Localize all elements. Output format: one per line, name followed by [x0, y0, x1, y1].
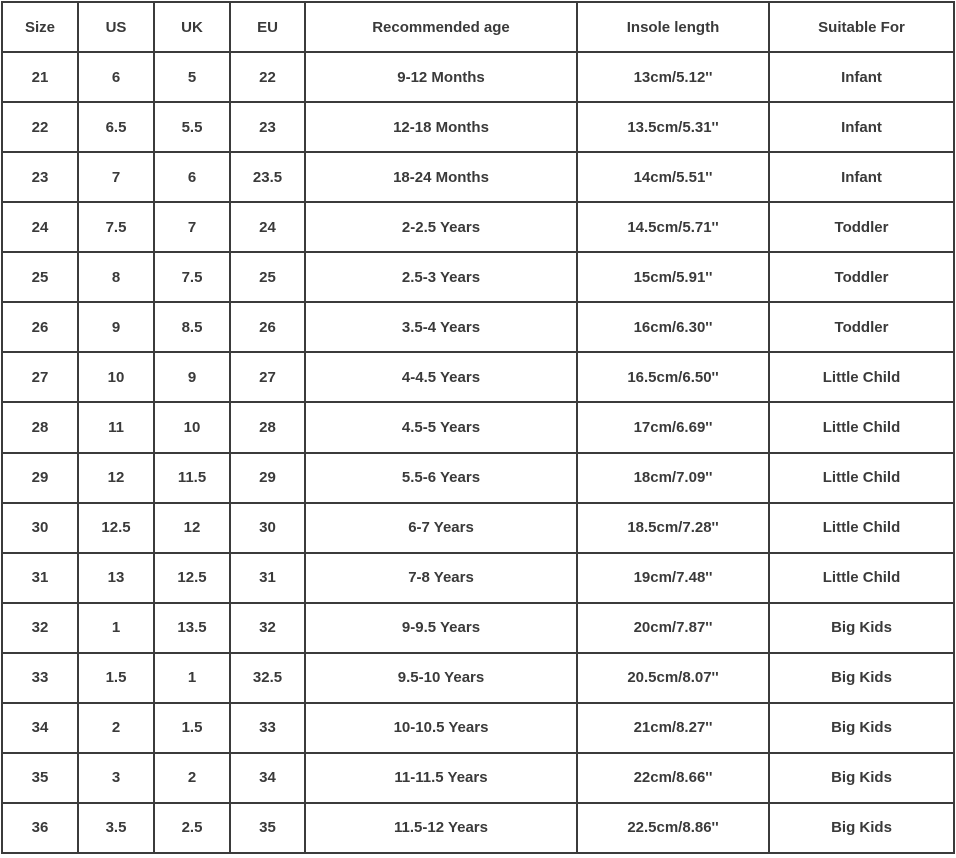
cell-suitable-for: Infant	[769, 102, 954, 152]
cell-us: 6.5	[78, 102, 154, 152]
cell-recommended-age: 11.5-12 Years	[305, 803, 577, 853]
cell-recommended-age: 18-24 Months	[305, 152, 577, 202]
cell-uk: 2	[154, 753, 230, 803]
cell-us: 9	[78, 302, 154, 352]
cell-us: 2	[78, 703, 154, 753]
cell-eu: 23.5	[230, 152, 305, 202]
cell-uk: 12.5	[154, 553, 230, 603]
cell-recommended-age: 9-12 Months	[305, 52, 577, 102]
cell-recommended-age: 4.5-5 Years	[305, 402, 577, 452]
table-row	[2, 503, 954, 553]
table-row	[2, 603, 954, 653]
cell-suitable-for: Infant	[769, 52, 954, 102]
cell-us: 7.5	[78, 202, 154, 252]
cell-us: 10	[78, 352, 154, 402]
header-row	[2, 2, 954, 52]
cell-eu: 32.5	[230, 653, 305, 703]
cell-insole-length: 18cm/7.09''	[577, 453, 769, 503]
cell-suitable-for: Little Child	[769, 402, 954, 452]
cell-size: 28	[2, 402, 78, 452]
cell-insole-length: 22cm/8.66''	[577, 753, 769, 803]
cell-size: 35	[2, 753, 78, 803]
column-header-size: Size	[2, 2, 78, 52]
cell-recommended-age: 10-10.5 Years	[305, 703, 577, 753]
cell-us: 3	[78, 753, 154, 803]
table-row	[2, 753, 954, 803]
cell-us: 3.5	[78, 803, 154, 853]
cell-us: 13	[78, 553, 154, 603]
cell-recommended-age: 2.5-3 Years	[305, 252, 577, 302]
cell-eu: 33	[230, 703, 305, 753]
cell-size: 23	[2, 152, 78, 202]
cell-size: 30	[2, 503, 78, 553]
cell-uk: 12	[154, 503, 230, 553]
table-row	[2, 152, 954, 202]
cell-uk: 10	[154, 402, 230, 452]
table-row	[2, 803, 954, 853]
cell-insole-length: 14.5cm/5.71''	[577, 202, 769, 252]
cell-uk: 5	[154, 52, 230, 102]
cell-suitable-for: Little Child	[769, 503, 954, 553]
cell-us: 12	[78, 453, 154, 503]
table-row	[2, 453, 954, 503]
cell-uk: 2.5	[154, 803, 230, 853]
cell-uk: 8.5	[154, 302, 230, 352]
cell-size: 29	[2, 453, 78, 503]
cell-uk: 6	[154, 152, 230, 202]
column-header-insole-length: Insole length	[577, 2, 769, 52]
cell-uk: 13.5	[154, 603, 230, 653]
cell-recommended-age: 4-4.5 Years	[305, 352, 577, 402]
cell-uk: 9	[154, 352, 230, 402]
cell-recommended-age: 11-11.5 Years	[305, 753, 577, 803]
cell-suitable-for: Little Child	[769, 352, 954, 402]
cell-recommended-age: 2-2.5 Years	[305, 202, 577, 252]
column-header-recommended-age: Recommended age	[305, 2, 577, 52]
cell-recommended-age: 5.5-6 Years	[305, 453, 577, 503]
cell-suitable-for: Toddler	[769, 302, 954, 352]
cell-eu: 31	[230, 553, 305, 603]
cell-uk: 1	[154, 653, 230, 703]
cell-eu: 28	[230, 402, 305, 452]
cell-size: 32	[2, 603, 78, 653]
cell-recommended-age: 9-9.5 Years	[305, 603, 577, 653]
cell-eu: 23	[230, 102, 305, 152]
cell-suitable-for: Big Kids	[769, 653, 954, 703]
table-row	[2, 703, 954, 753]
cell-size: 31	[2, 553, 78, 603]
cell-suitable-for: Toddler	[769, 202, 954, 252]
cell-recommended-age: 7-8 Years	[305, 553, 577, 603]
cell-uk: 5.5	[154, 102, 230, 152]
cell-insole-length: 17cm/6.69''	[577, 402, 769, 452]
cell-us: 11	[78, 402, 154, 452]
cell-eu: 24	[230, 202, 305, 252]
cell-eu: 26	[230, 302, 305, 352]
cell-insole-length: 20.5cm/8.07''	[577, 653, 769, 703]
cell-size: 27	[2, 352, 78, 402]
cell-suitable-for: Big Kids	[769, 803, 954, 853]
size-chart-body	[2, 52, 954, 853]
cell-size: 33	[2, 653, 78, 703]
cell-recommended-age: 6-7 Years	[305, 503, 577, 553]
cell-insole-length: 13.5cm/5.31''	[577, 102, 769, 152]
cell-recommended-age: 9.5-10 Years	[305, 653, 577, 703]
cell-eu: 34	[230, 753, 305, 803]
cell-eu: 22	[230, 52, 305, 102]
cell-suitable-for: Big Kids	[769, 753, 954, 803]
table-row	[2, 202, 954, 252]
cell-insole-length: 19cm/7.48''	[577, 553, 769, 603]
table-row	[2, 653, 954, 703]
table-row	[2, 252, 954, 302]
cell-recommended-age: 12-18 Months	[305, 102, 577, 152]
table-row	[2, 52, 954, 102]
cell-size: 26	[2, 302, 78, 352]
cell-size: 34	[2, 703, 78, 753]
cell-insole-length: 22.5cm/8.86''	[577, 803, 769, 853]
cell-suitable-for: Infant	[769, 152, 954, 202]
table-row	[2, 352, 954, 402]
cell-suitable-for: Little Child	[769, 453, 954, 503]
cell-size: 21	[2, 52, 78, 102]
cell-suitable-for: Big Kids	[769, 703, 954, 753]
cell-eu: 25	[230, 252, 305, 302]
cell-us: 6	[78, 52, 154, 102]
cell-uk: 7.5	[154, 252, 230, 302]
cell-us: 8	[78, 252, 154, 302]
cell-insole-length: 16cm/6.30''	[577, 302, 769, 352]
cell-us: 1.5	[78, 653, 154, 703]
cell-eu: 30	[230, 503, 305, 553]
cell-insole-length: 20cm/7.87''	[577, 603, 769, 653]
cell-insole-length: 15cm/5.91''	[577, 252, 769, 302]
cell-eu: 27	[230, 352, 305, 402]
column-header-eu: EU	[230, 2, 305, 52]
column-header-suitable-for: Suitable For	[769, 2, 954, 52]
cell-insole-length: 16.5cm/6.50''	[577, 352, 769, 402]
cell-us: 12.5	[78, 503, 154, 553]
cell-size: 22	[2, 102, 78, 152]
cell-eu: 29	[230, 453, 305, 503]
cell-uk: 7	[154, 202, 230, 252]
cell-uk: 11.5	[154, 453, 230, 503]
cell-recommended-age: 3.5-4 Years	[305, 302, 577, 352]
cell-insole-length: 13cm/5.12''	[577, 52, 769, 102]
size-chart-table	[1, 1, 955, 854]
column-header-us: US	[78, 2, 154, 52]
cell-size: 36	[2, 803, 78, 853]
cell-us: 1	[78, 603, 154, 653]
column-header-uk: UK	[154, 2, 230, 52]
cell-insole-length: 18.5cm/7.28''	[577, 503, 769, 553]
table-row	[2, 302, 954, 352]
cell-suitable-for: Little Child	[769, 553, 954, 603]
table-row	[2, 102, 954, 152]
cell-suitable-for: Toddler	[769, 252, 954, 302]
cell-uk: 1.5	[154, 703, 230, 753]
cell-insole-length: 21cm/8.27''	[577, 703, 769, 753]
cell-suitable-for: Big Kids	[769, 603, 954, 653]
cell-size: 25	[2, 252, 78, 302]
cell-eu: 32	[230, 603, 305, 653]
cell-us: 7	[78, 152, 154, 202]
cell-insole-length: 14cm/5.51''	[577, 152, 769, 202]
table-row	[2, 402, 954, 452]
table-row	[2, 553, 954, 603]
cell-size: 24	[2, 202, 78, 252]
cell-eu: 35	[230, 803, 305, 853]
